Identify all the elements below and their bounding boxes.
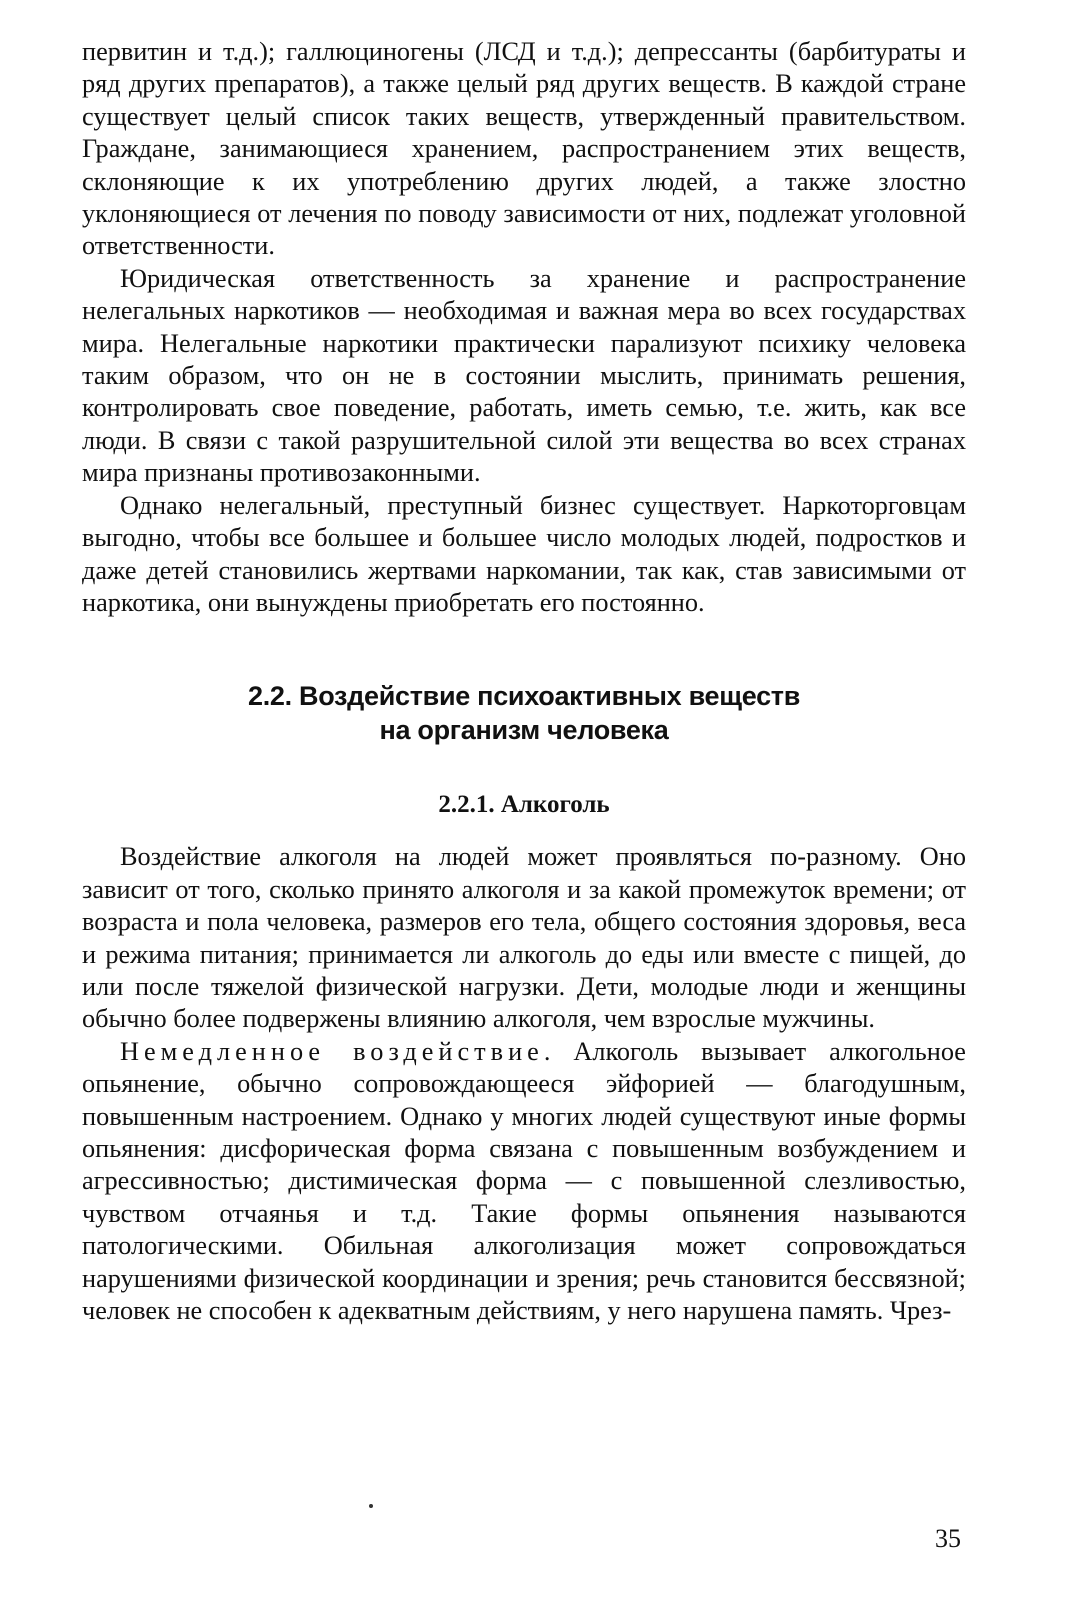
section-heading-line-1: 2.2. Воздействие психоактивных веществ [247,681,801,712]
paragraph-immediate-effect [82,1036,966,1328]
subsection-heading: 2.2.1. Алкоголь [438,791,610,819]
paragraph-continuation: первитин и т.д.); галлюциногены (ЛСД и т.д.); депрессанты (барбитураты и ряд других препаратов), а также целый ряд других веществ. В каждой стране существует целый список таких веществ, утвержденный правительством. Граждане, занимающиеся хранением, распространением этих веществ, склоняющие к их употреблению других людей, а также злостно уклоняющиеся от лечения по поводу зависимости от них, подлежат уголовной ответственности. [82,37,966,261]
book-page [82,36,966,1327]
paragraph-alcohol-effects: Воздействие алкоголя на людей может проявляться по-разному. Оно зависит от того, сколько принято алкоголя и за какой промежуток времени; от возраста и пола человека, размеров его тела, общего состояния здоровья, веса и режима питания; принимается ли алкоголь до еды или вместе с пищей, до или после тяжелой физической нагрузки. Дети, молодые люди и женщины обычно более подвержены влиянию алкоголя, чем взрослые мужчины. [82,842,966,1034]
paragraph-immediate-text: . Алкоголь вызывает алкогольное опьянение, обычно сопровождающееся эйфорией — благодушным, повышенным настроением. Однако у многих людей существуют иные формы опьянения: дисфорическая форма связана с повышенным возбуждением и агрессивностью; дистимическая форма — с повышенной слезливостью, чувством отчаянья и т.д. Такие формы опьянения называются патологическими. Обильная алкоголизация может сопровождаться нарушениями физической координации и зрения; речь становится бессвязной; человек не способен к адекватным действиям, у него нарушена память. Чрез- [82,1036,966,1325]
section-heading-line-2: на организм человека [379,715,669,746]
stray-dot [369,1504,373,1508]
paragraph-legal-responsibility: Юридическая ответственность за хранение и распространение нелегальных наркотиков — необходимая и важная мера во всех государствах мира. Нелегальные наркотики практически парализуют психику человека таким образом, что он не в состоянии мыслить, принимать решения, контролировать свое поведение, работать, иметь семью, т.е. жить, как все люди. В связи с такой разрушительной силой эти вещества во всех странах мира признаны противозаконными. [82,263,966,488]
paragraph-illegal-business: Однако нелегальный, преступный бизнес существует. Наркоторговцам выгодно, чтобы все большее и большее число молодых людей, подростков и даже детей становились жертвами наркомании, так как, став зависимыми от наркотика, они вынуждены приобретать его постоянно. [82,490,966,617]
spaced-term: Немедленное воздействие [120,1036,544,1066]
page-number: 35 [935,1524,961,1553]
section-heading [82,679,966,747]
